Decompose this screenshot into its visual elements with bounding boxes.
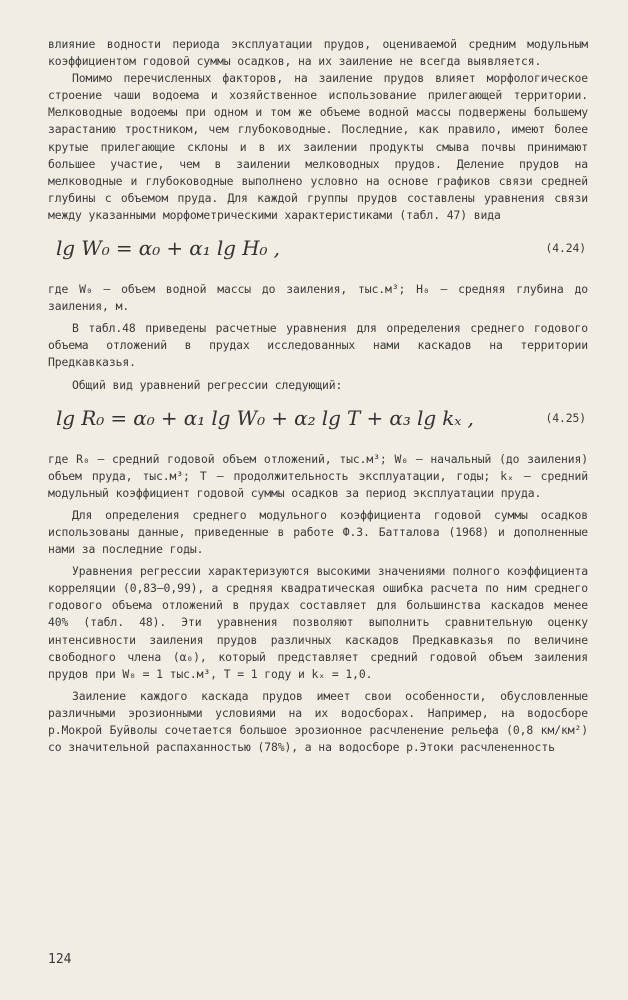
formula-4-24	[48, 234, 588, 272]
formula-4-25-number: (4.25)	[545, 410, 586, 425]
paragraph-factors: Помимо перечисленных факторов, на заиление прудов влияет морфологическое строение чаши водоема и хозяйственное использование прилегающей территории. Мелководные водоемы при одном и том же объеме водной массы подвержены большему зарастанию тростником, чем глубоководные. Последние, как правило, имеют более крутые прилегающие склоны и в их заилении продукты смыва почвы принимают большее участие, чем в заилении мелководных прудов. Деление прудов на мелководные и глубоководные выполнено условно на основе графиков связи средней глубины с объемом пруда. Для каждой группы прудов составлены уравнения связи между указанными морфометрическими характеристиками (табл. 47) вида	[48, 71, 588, 222]
paragraph-formula-legend-2: где R₀ – средний годовой объем отложений, тыс.м³; W₀ – начальный (до заиления) объем пруда, тыс.м³; T – продолжительность эксплуатации, годы; kₓ – средний модульный коэффициент годовой суммы осадков за период эксплуатации пруда.	[48, 451, 588, 500]
paragraph-cascade-features: Заиление каждого каскада прудов имеет свои особенности, обусловленные различными эрозионными условиями на их водосборах. Например, на водосборе р.Мокрой Буйволы сочетается большое эрозионное расчленение рельефа (0,8 км/км²) со значительной распаханностью (78%), а на водосборе р.Этоки расчлененность	[48, 688, 588, 755]
body-text	[48, 36, 588, 756]
formula-4-25-expression: lg R₀ = α₀ + α₁ lg W₀ + α₂ lg T + α₃ lg kₓ ,	[56, 405, 474, 430]
paragraph-table-48: В табл.48 приведены расчетные уравнения для определения среднего годового объема отложений в прудах исследованных нами каскадов на территории Предкавказья.	[48, 321, 588, 370]
paragraph-precipitation-coefficient: Для определения среднего модульного коэффициента годовой суммы осадков использованы данные, приведенные в работе Ф.З. Батталова (1968) и дополненные нами за последние годы.	[48, 507, 588, 557]
paragraph-regression-intro: Общий вид уравнений регрессии следующий:	[72, 377, 343, 392]
formula-4-25	[48, 404, 588, 442]
formula-4-24-number: (4.24)	[545, 241, 586, 256]
paragraph-continuation: влияние водности периода эксплуатации прудов, оцениваемой средним модульным коэффициентом годовой суммы осадков, на их заиление не всегда выявляется.	[48, 37, 588, 69]
formula-4-24-expression: lg W₀ = α₀ + α₁ lg H₀ ,	[56, 236, 280, 261]
paragraph-regression-results: Уравнения регрессии характеризуются высокими значениями полного коэффициента корреляции (0,83–0,99), а средняя квадратическая ошибка расчета по ним среднего годового объема отложений в прудах составляет для большинства каскадов менее 40% (табл. 48). Эти уравнения позволяют выполнить сравнительную оценку интенсивности заиления прудов различных каскадов Предкавказья по величине свободного члена (α₀), который представляет средний годовой объем заиления прудов при W₀ = 1 тыс.м³, T = 1 году и kₓ = 1,0.	[48, 564, 588, 681]
page-number: 124	[48, 952, 72, 967]
paragraph-formula-legend-1: где W₀ – объем водной массы до заиления, тыс.м³; H₀ – средняя глубина до заиления, м.	[48, 282, 588, 314]
